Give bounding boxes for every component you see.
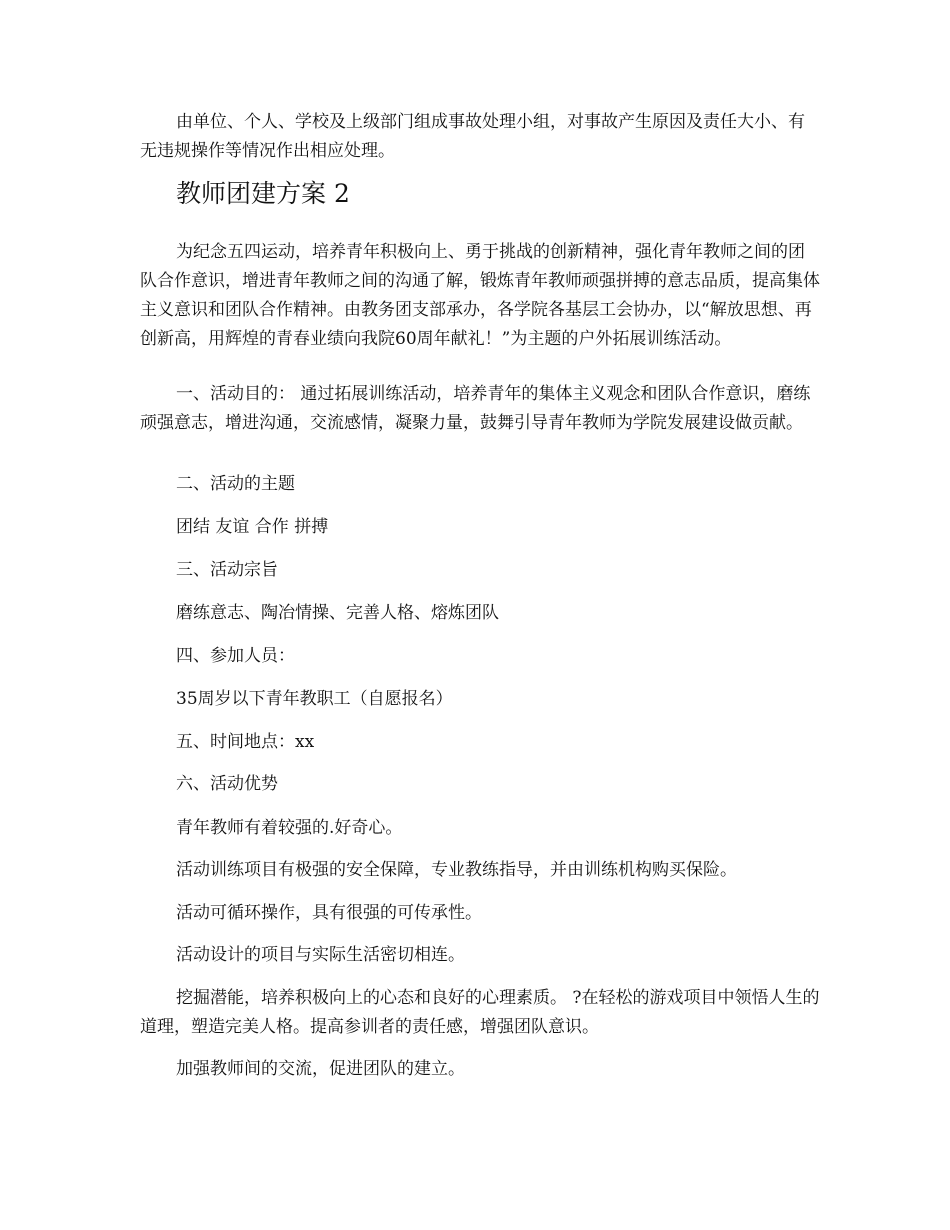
purpose-paragraph: 为纪念五四运动，培养青年积极向上、勇于挑战的创新精神，强化青年教师之间的团队合作意识，增进青年教师之间的沟通了解，锻炼青年教师顽强拼搏的意志品质，提高集体主义意识和团队合作精神。由教务团支部承办，各学院各基层工会协办，以“解放思想、再创新高，用辉煌的青春业绩向我院60周年献礼！”为主题的户外拓展训练活动。 (140, 242, 820, 349)
theme-text: 团结 友谊 合作 拼搏 (176, 517, 329, 537)
participants-heading: 四、参加人员： (176, 646, 295, 666)
advantage-item: 活动可循环操作，具有很强的可传承性。 (176, 903, 482, 923)
advantage-item: 青年教师有着较强的.好奇心。 (176, 818, 403, 838)
goal-paragraph: 一、活动目的： 通过拓展训练活动，培养青年的集体主义观念和团队合作意识，磨练顽强意志，增进沟通，交流感情，凝聚力量，鼓舞引导青年教师为学院发展建设做贡献。 (140, 384, 811, 433)
advantage-item: 活动设计的项目与实际生活密切相连。 (176, 945, 465, 965)
theme-heading: 二、活动的主题 (176, 474, 295, 494)
advantage-item: 活动训练项目有极强的安全保障，专业教练指导，并由训练机构购买保险。 (176, 860, 737, 880)
tenet-text: 磨练意志、陶冶情操、完善人格、熔炼团队 (176, 603, 499, 623)
advantage-item: 加强教师间的交流，促进团队的建立。 (176, 1059, 465, 1079)
advantages-heading: 六、活动优势 (176, 774, 278, 794)
advantage-item: 挖掘潜能，培养积极向上的心态和良好的心理素质。 ?在轻松的游戏项目中领悟人生的道理，塑造完美人格。提高参训者的责任感，增强团队意识。 (140, 988, 820, 1037)
section-title: 教师团建方案 2 (176, 179, 350, 208)
intro-paragraph: 由单位、个人、学校及上级部门组成事故处理小组，对事故产生原因及责任大小、有无违规操作等情况作出相应处理。 (140, 112, 805, 161)
tenet-heading: 三、活动宗旨 (176, 560, 278, 580)
participants-text: 35周岁以下青年教职工（自愿报名） (176, 689, 453, 709)
time-place: 五、时间地点：xx (176, 732, 315, 752)
